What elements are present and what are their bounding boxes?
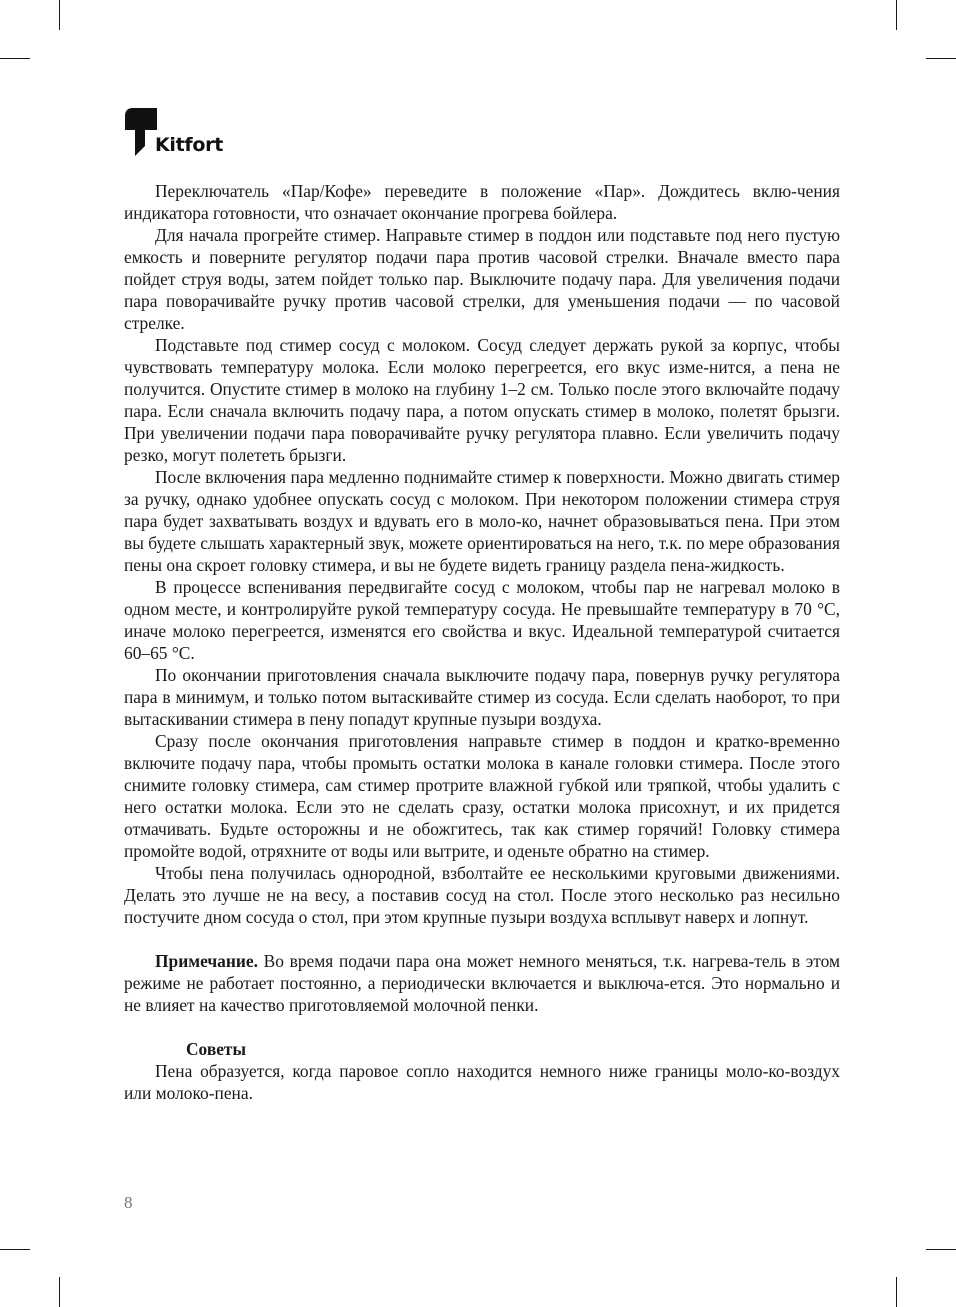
paragraph: Переключатель «Пар/Кофе» переведите в положение «Пар». Дождитесь вклю-чения индикатора готовности, что означает окончание прогрева бойлера. [124, 181, 840, 223]
paragraph: Подставьте под стимер сосуд с молоком. Сосуд следует держать рукой за корпус, чтобы чувствовать температуру молока. Если молоко перегреется, его вкус изме-нится, а пена не получится. Опустите стимер в молоко на глубину 1–2 см. Только после этого включайте подачу пара. Если сначала включить подачу пара, а потом опускать стимер в молоко, полетят брызги. При увеличении подачи пара поворачивайте ручку регулятора плавно. Если увеличить подачу резко, могут полететь брызги. [124, 335, 840, 465]
paragraph: После включения пара медленно поднимайте стимер к поверхности. Можно двигать стимер за ручку, однако удобнее опускать сосуд с молоком. При некотором положении стимера струя пара будет захватывать воздух и вдувать его в моло-ко, начнет образовываться пена. При этом вы будете слышать характерный звук, можете ориентироваться на него, т.к. по мере образования пены она скроет головку стимера, и вы не будете видеть границу раздела пена-жидкость. [124, 467, 840, 575]
note-paragraph [124, 950, 840, 1016]
crop-mark [896, 1277, 897, 1307]
crop-mark [0, 58, 30, 59]
crop-mark [59, 0, 60, 30]
tips-heading: Советы [186, 1039, 247, 1059]
crop-mark [926, 1249, 956, 1250]
brand-logo [125, 108, 235, 160]
paragraph: Для начала прогрейте стимер. Направьте стимер в поддон или подставьте под него пустую емкость и поверните регулятор подачи пара против часовой стрелки. Вначале вместо пара пойдет струя воды, затем пойдет только пар. Выключите подачу пара. Для увеличения подачи пара поворачивайте ручку против часовой стрелки, для уменьшения подачи — по часовой стрелке. [124, 225, 840, 333]
paragraph: Чтобы пена получилась однородной, взболтайте ее несколькими круговыми движениями. Делать это лучше не на весу, а поставив сосуд на стол. После этого несколько раз несильно постучите дном сосуда о стол, при этом крупные пузыри воздуха всплывут наверх и лопнут. [124, 863, 840, 927]
crop-mark [926, 58, 956, 59]
crop-mark [896, 0, 897, 30]
paragraph: По окончании приготовления сначала выключите подачу пара, повернув ручку регулятора пара в минимум, и только потом вытаскивайте стимер из сосуда. Если сделать наоборот, то при вытаскивании стимера в пену попадут крупные пузыри воздуха. [124, 665, 840, 729]
crop-mark [59, 1277, 60, 1307]
note-text: Во время подачи пара она может немного меняться, т.к. нагрева-тель в этом режиме не работает постоянно, а периодически включается и выключа-ется. Это нормально и не влияет на качество приготовляемой молочной пенки. [124, 951, 840, 1015]
kitfort-logo-icon [125, 108, 157, 156]
note-label: Примечание. [155, 951, 258, 971]
instructions-text [124, 180, 840, 1104]
page-number: 8 [124, 1193, 133, 1212]
tips-text: Пена образуется, когда паровое сопло находится немного ниже границы моло-ко-воздух или молоко-пена. [124, 1061, 840, 1103]
paragraph: Сразу после окончания приготовления направьте стимер в поддон и кратко-временно включите подачу пара, чтобы промыть остатки молока в канале головки стимера. После этого снимите головку стимера, сам стимер протрите влажной губкой или тряпкой, чтобы удалить с него остатки молока. Если это не сделать сразу, остатки молока присохнут, и их придется отмачивать. Будьте осторожны и не обожгитесь, так как стимер горячий! Головку стимера промойте водой, отряхните от воды или вытрите, и оденьте обратно на стимер. [124, 731, 840, 861]
brand-name: Kitfort [155, 134, 223, 156]
paragraph: В процессе вспенивания передвигайте сосуд с молоком, чтобы пар не нагревал молоко в одном месте, и контролируйте рукой температуру сосуда. Не превышайте температуру в 70 °C, иначе молоко перегреется, изменятся его свойства и вкус. Идеальной температурой считается 60–65 °C. [124, 577, 840, 663]
crop-mark [0, 1249, 30, 1250]
